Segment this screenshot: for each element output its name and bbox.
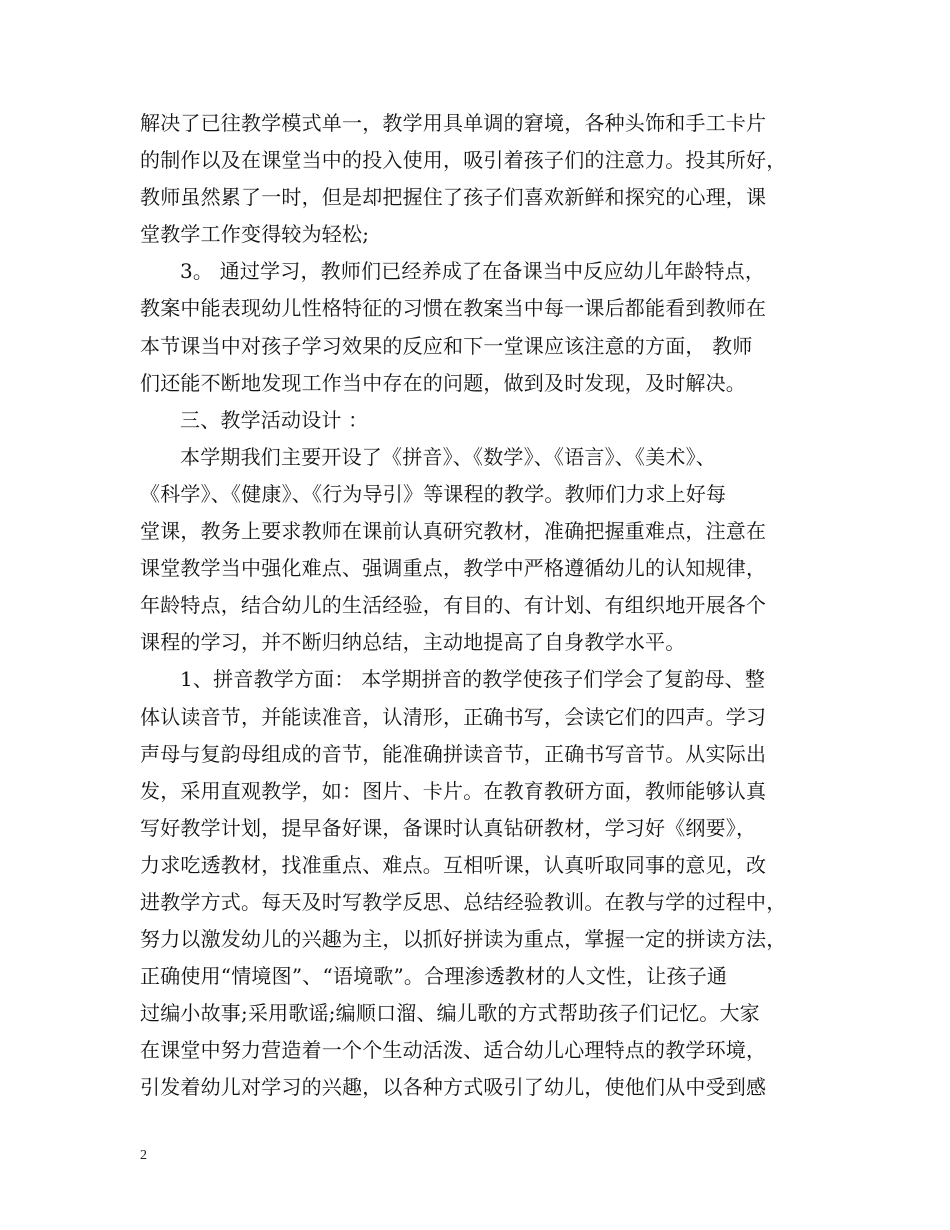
text-line: 的制作以及在课堂当中的投入使用，吸引着孩子们的注意力。投其所好， xyxy=(140,148,787,173)
text-line: 教案中能表现幼儿性格特征的习惯在教案当中每一课后都能看到教师在 xyxy=(140,296,767,321)
text-line: 在课堂中努力营造着一个个生动活泼、适合幼儿心理特点的教学环境， xyxy=(140,1038,767,1063)
text-line: 堂教学工作变得较为轻松; xyxy=(140,222,370,247)
text-line: 《科学》、《健康》、《行为导引》等课程的教学。教师们力求上好每 xyxy=(140,481,727,506)
text-line: 进教学方式。每天及时写教学反思、总结经验教训。在教与学的过程中， xyxy=(140,889,787,914)
paragraph-start-line: 本学期我们主要开设了《拼音》、《数学》、《语言》、《美术》、 xyxy=(180,444,716,469)
text-line: 课程的学习，并不断归纳总结，主动地提高了自身教学水平。 xyxy=(140,630,686,655)
text-line: 过编小故事;采用歌谣;编顺口溜、编儿歌的方式帮助孩子们记忆。大家 xyxy=(140,1001,760,1026)
text-line: 写好教学计划，提早备好课，备课时认真钻研教材，学习好《纲要》， xyxy=(140,815,757,840)
text-line: 堂课，教务上要求教师在课前认真研究教材，准确把握重难点，注意在 xyxy=(140,519,767,544)
paragraph-start-line: 1、拼音教学方面： 本学期拼音的教学使孩子们学会了复韵母、整 xyxy=(180,667,766,692)
text-line: 解决了已往教学模式单一，教学用具单调的窘境，各种头饰和手工卡片 xyxy=(140,111,767,135)
text-line: 声母与复韵母组成的音节，能准确拼读音节，正确书写音节。从实际出 xyxy=(140,741,767,766)
text-line: 体认读音节，并能读准音，认清形，正确书写，会读它们的四声。学习 xyxy=(140,704,767,729)
text-line: 年龄特点，结合幼儿的生活经验，有目的、有计划、有组织地开展各个 xyxy=(140,593,767,618)
section-heading: 三、教学活动设计 ： xyxy=(180,407,369,432)
text-line: 发，采用直观教学，如：图片、卡片。在教育教研方面，教师能够认真 xyxy=(140,778,767,803)
text-line: 正确使用“情境图”、“语境歌”。合理渗透教材的人文性，让孩子通 xyxy=(140,964,728,989)
text-line: 努力以激发幼儿的兴趣为主，以抓好拼读为重点，掌握一定的拼读方法， xyxy=(140,927,787,952)
page-number: 2 xyxy=(140,1148,147,1163)
text-line: 教师虽然累了一时，但是却把握住了孩子们喜欢新鲜和探究的心理，课 xyxy=(140,185,767,210)
body-text xyxy=(140,105,830,1107)
text-line: 们还能不断地发现工作当中存在的问题，做到及时发现，及时解决。 xyxy=(140,370,746,395)
text-line: 引发着幼儿对学习的兴趣，以各种方式吸引了幼儿，使他们从中受到感 xyxy=(140,1075,767,1100)
paragraph-start-line: 3。 通过学习，教师们已经养成了在备课当中反应幼儿年龄特点， xyxy=(180,259,766,284)
text-line: 课堂教学当中强化难点、强调重点，教学中严格遵循幼儿的认知规律， xyxy=(140,556,767,581)
text-line: 本节课当中对孩子学习效果的反应和下一堂课应该注意的方面， 教师 xyxy=(140,333,753,358)
text-line: 力求吃透教材，找准重点、难点。互相听课，认真听取同事的意见，改 xyxy=(140,852,767,877)
